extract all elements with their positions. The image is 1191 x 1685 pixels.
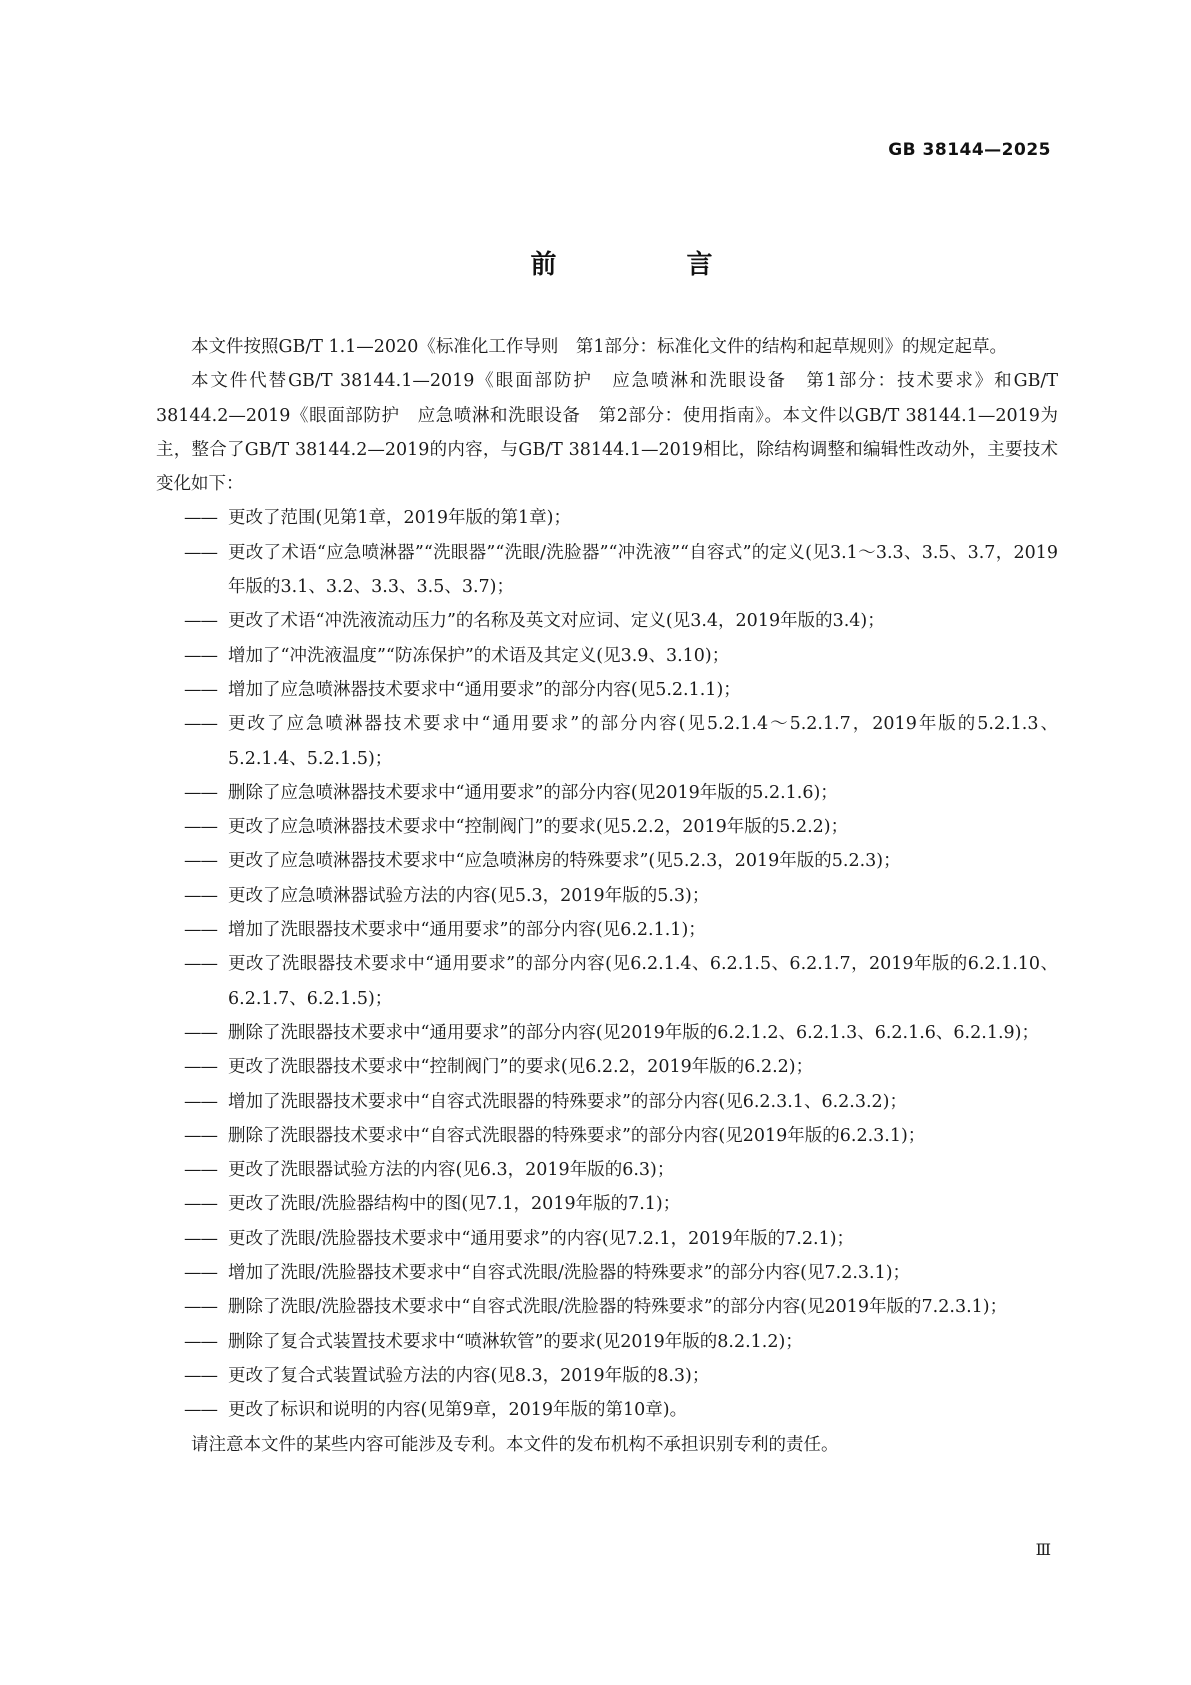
list-item [156,639,1058,673]
list-item [156,707,1058,776]
list-item [156,810,1058,844]
list-dash: —— [184,645,217,666]
list-item-text: 更改了应急喷淋器技术要求中“控制阀门”的要求(见5.2.2，2019年版的5.2.2)； [228,817,849,838]
list-dash: —— [184,679,217,700]
list-dash: —— [184,1091,217,1112]
list-item-text: 更改了范围(见第1章，2019年版的第1章)； [228,508,571,529]
list-dash: —— [184,920,217,941]
list-dash: —— [184,1160,217,1181]
list-item-text: 更改了应急喷淋器技术要求中“应急喷淋房的特殊要求”(见5.2.3，2019年版的5.2.3)； [228,851,901,872]
list-dash: —— [184,508,217,529]
list-item [156,1393,1058,1427]
list-item-text: 删除了复合式装置技术要求中“喷淋软管”的要求(见2019年版的8.2.1.2)； [228,1331,803,1352]
list-item-text: 删除了洗眼器技术要求中“通用要求”的部分内容(见2019年版的6.2.1.2、6.2.1.3、6.2.1.6、6.2.1.9)； [228,1022,1039,1043]
list-item-text: 删除了应急喷淋器技术要求中“通用要求”的部分内容(见2019年版的5.2.1.6)； [228,782,838,803]
list-item-text: 增加了应急喷淋器技术要求中“通用要求”的部分内容(见5.2.1.1)； [228,679,741,700]
list-item [156,673,1058,707]
paragraph-patent-notice: 请注意本文件的某些内容可能涉及专利。本文件的发布机构不承担识别专利的责任。 [191,1434,839,1455]
list-dash: —— [184,782,217,803]
list-item [156,1119,1058,1153]
list-item-text: 增加了洗眼器技术要求中“通用要求”的部分内容(见6.2.1.1)； [228,920,706,941]
list-item [156,844,1058,878]
list-dash: —— [184,1365,217,1386]
list-item [156,1016,1058,1050]
list-dash: —— [184,1194,217,1215]
list-item-text: 更改了标识和说明的内容(见第9章，2019年版的第10章)。 [228,1400,688,1421]
list-item [156,1050,1058,1084]
list-item [156,913,1058,947]
list-dash: —— [184,1263,217,1284]
list-item [156,1359,1058,1393]
technical-changes-list [156,501,1058,1427]
list-item [156,1290,1058,1324]
list-dash: —— [184,1125,217,1146]
list-dash: —— [184,1297,217,1318]
list-item-text: 更改了洗眼器试验方法的内容(见6.3，2019年版的6.3)； [228,1160,675,1181]
list-item [156,501,1058,535]
list-dash: —— [184,817,217,838]
list-item-text: 更改了洗眼器技术要求中“控制阀门”的要求(见6.2.2，2019年版的6.2.2)； [228,1057,814,1078]
list-dash: —— [184,542,217,563]
list-item [156,1222,1058,1256]
list-item-text: 更改了术语“应急喷淋器”“洗眼器”“洗眼/洗脸器”“冲洗液”“自容式”的定义(见3.1～3.3、3.5、3.7，2019年版的3.1、3.2、3.3、3.5、3.7)； [228,542,1058,598]
list-dash: —— [184,851,217,872]
list-item-text: 增加了洗眼/洗脸器技术要求中“自容式洗眼/洗脸器的特殊要求”的部分内容(见7.2.3.1)； [228,1263,911,1284]
list-item-text: 增加了“冲洗液温度”“防冻保护”的术语及其定义(见3.9、3.10)； [228,645,730,666]
list-item-text: 更改了洗眼/洗脸器技术要求中“通用要求”的内容(见7.2.1，2019年版的7.2.1)； [228,1228,855,1249]
document-id: GB 38144—2025 [888,140,1051,160]
list-item [156,1187,1058,1221]
list-item-text: 更改了洗眼器技术要求中“通用要求”的部分内容(见6.2.1.4、6.2.1.5、6.2.1.7，2019年版的6.2.1.10、6.2.1.7、6.2.1.5)； [228,954,1058,1009]
page-title: 前 言 [530,250,765,280]
list-dash: —— [184,1331,217,1352]
paragraph-drafting-basis: 本文件按照GB/T 1.1—2020《标准化工作导则 第1部分：标准化文件的结构和起草规则》的规定起草。 [191,337,1007,357]
list-item [156,536,1058,605]
list-item-text: 增加了洗眼器技术要求中“自容式洗眼器的特殊要求”的部分内容(见6.2.3.1、6.2.3.2)； [228,1091,907,1112]
list-dash: —— [184,1057,217,1078]
list-item-text: 更改了洗眼/洗脸器结构中的图(见7.1，2019年版的7.1)； [228,1194,681,1215]
list-dash: —— [184,1400,217,1421]
page-number: Ⅲ [1035,1540,1051,1559]
list-item-text: 更改了复合式装置试验方法的内容(见8.3，2019年版的8.3)； [228,1365,710,1386]
list-dash: —— [184,611,217,632]
list-item-text: 更改了术语“冲洗液流动压力”的名称及英文对应词、定义(见3.4，2019年版的3.4)； [228,611,885,632]
list-item [156,1085,1058,1119]
list-item [156,1325,1058,1359]
list-item [156,879,1058,913]
list-dash: —— [184,885,217,906]
list-item [156,1256,1058,1290]
list-item-text: 删除了洗眼/洗脸器技术要求中“自容式洗眼/洗脸器的特殊要求”的部分内容(见2019年版的7.2.3.1)； [228,1297,1008,1318]
list-item [156,1153,1058,1187]
list-item [156,947,1058,1016]
list-dash: —— [184,954,217,975]
foreword-body [156,330,1058,1462]
list-item [156,776,1058,810]
list-dash: —— [184,714,217,735]
list-item-text: 更改了应急喷淋器技术要求中“通用要求”的部分内容(见5.2.1.4～5.2.1.7，2019年版的5.2.1.3、5.2.1.4、5.2.1.5)； [228,714,1058,769]
list-item-text: 删除了洗眼器技术要求中“自容式洗眼器的特殊要求”的部分内容(见2019年版的6.2.3.1)； [228,1125,926,1146]
list-item [156,604,1058,638]
list-item-text: 更改了应急喷淋器试验方法的内容(见5.3，2019年版的5.3)； [228,885,710,906]
list-dash: —— [184,1022,217,1043]
list-dash: —— [184,1228,217,1249]
paragraph-replacement-statement: 本文件代替GB/T 38144.1—2019《眼面部防护 应急喷淋和洗眼设备 第1部分：技术要求》和GB/T 38144.2—2019《眼面部防护 应急喷淋和洗眼设备 第2部分：使用指南》。本文件以GB/T 38144.1—2019为主，整合了GB/T 38144.2—2019的内容，与GB/T 38144.1—2019相比，除结构调整和编辑性改动外，主要技术变化如下： [156,371,1058,495]
